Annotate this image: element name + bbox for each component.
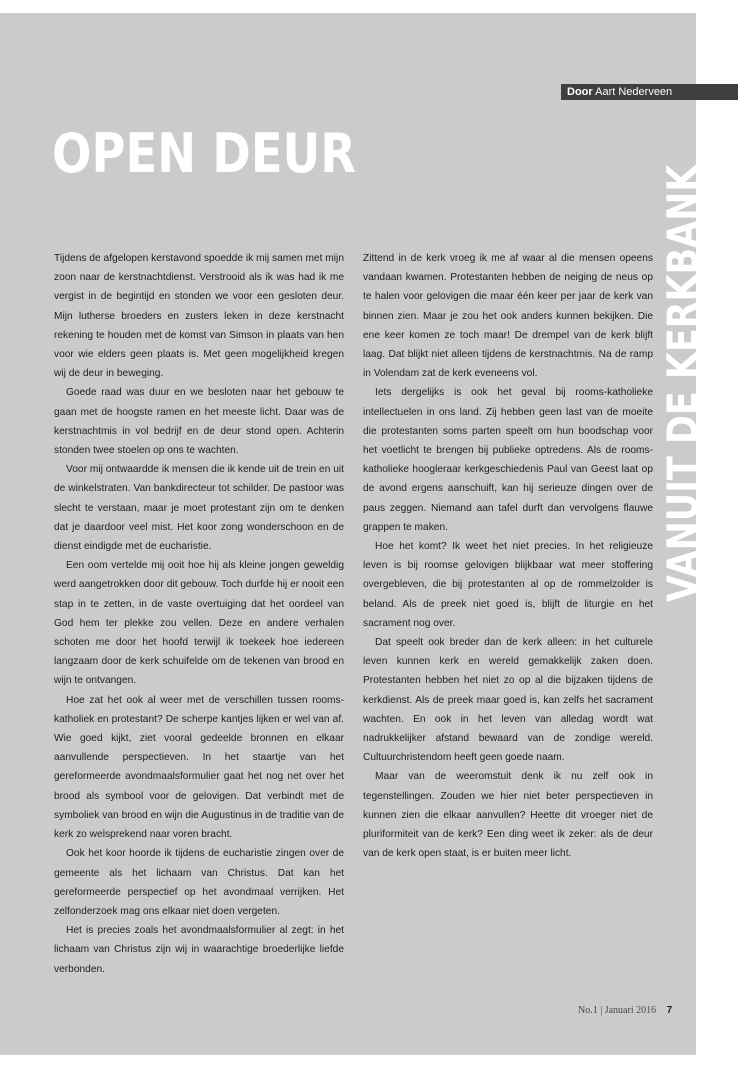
page-footer	[578, 1005, 672, 1016]
paragraph: Hoe zat het ook al weer met de verschillen tussen rooms-katholiek en protestant? De scherpe kantjes lijken er wel van af. Wie goed kijkt, ziet vooral gedeelde bronnen en elkaar aanvullende perspectieven. In het staartje van het gereformeerde avondmaalsformulier gaat het nog net over het brood als symbool voor de gelovigen. Dat verbindt met de symboliek van brood en wijn die Augustinus in de traditie van de kerk zo welsprekend naar voren bracht.	[54, 694, 344, 841]
issue-info: No.1 | Januari 2016	[578, 1005, 657, 1016]
byline-prefix: Door	[567, 86, 593, 98]
article-column-right	[363, 249, 653, 864]
paragraph: Iets dergelijks is ook het geval bij rooms-katholieke intellectuelen in ons land. Zij hebben geen last van de moeite die protestanten soms parten speelt om hun boodschap voor het voetlicht te brengen bij publieke optredens. Als de rooms-katholieke hoogleraar kerkgeschiedenis Paul van Geest laat op de avond ergens aanschuift, kan hij serieuze dingen over de paus zeggen. Niemand aan tafel durft dan vervolgens flauwe grappen te maken.	[363, 387, 653, 533]
page-number: 7	[666, 1005, 673, 1016]
paragraph: Zittend in de kerk vroeg ik me af waar al die mensen opeens vandaan kwamen. Protestanten hebben de neiging de neus op te halen voor gelovigen die maar één keer per jaar de kerk van binnen zien. Maar je zou het ook anders kunnen bekijken. Die ene keer komen ze toch maar! De drempel van de kerk blijft laag. Dat blijkt niet alleen tijdens de kerstnachtmis. Na de ramp in Volendam zat de kerk eveneens vol.	[363, 253, 653, 380]
paragraph: Een oom vertelde mij ooit hoe hij als kleine jongen geweldig werd aangetrokken door dit gebouw. Toch durfde hij er nooit een stap in te zetten, in de vaste overtuiging dat het oordeel van God hem ter plekke zou vellen. Deze en andere verhalen schoten me door het hoofd terwijl ik toekeek hoe iedereen langzaam door de kerk schuifelde om de tekenen van brood en wijn te ontvangen.	[54, 560, 344, 687]
article-title: OPEN DEUR	[52, 122, 357, 185]
paragraph: Het is precies zoals het avondmaalsformulier al zegt: in het lichaam van Christus zijn wij in waarachtige broederlijke liefde verbonden.	[54, 925, 344, 975]
paragraph: Maar van de weeromstuit denk ik nu zelf ook in tegenstellingen. Zouden we hier niet beter perspectieven in kunnen zien die elkaar aanvullen? Heette dit vroeger niet de pluriformiteit van de kerk? Een ding weet ik zeker: als de deur van de kerk open staat, is er buiten meer licht.	[363, 771, 653, 860]
paragraph: Goede raad was duur en we besloten naar het gebouw te gaan met de hoogste ramen en het meeste licht. Daar was de kerstnachtmis in vol bedrijf en de deur stond open. Achterin stonden twee stoelen op ons te wachten.	[54, 387, 344, 457]
paragraph: Voor mij ontwaardde ik mensen die ik kende uit de trein en uit de winkelstraten. Van bankdirecteur tot schilder. De pastoor was slecht te verstaan, maar je moet protestant zijn om te denken dat je daardoor veel mist. Het koor zong wonderschoon en de dienst eindigde met de eucharistie.	[54, 464, 344, 553]
article-column-left	[54, 249, 344, 979]
paragraph: Dat speelt ook breder dan de kerk alleen: in het culturele leven kunnen kerk en wereld gemakkelijk zaken doen. Protestanten hebben het niet zo op al die bijzaken tijdens de kerkdienst. Als de preek maar goed is, kan zelfs het sacrament wachten. En ook in het leven van alledag wordt wat nadrukkelijker afstand bewaard van de zondige wereld. Cultuurchristendom heeft geen goede naam.	[363, 637, 653, 764]
paragraph: Ook het koor hoorde ik tijdens de eucharistie zingen over de gemeente als het lichaam van Christus. Dat kan het gereformeerde perspectief op het avondmaal verrijken. Het zelfonderzoek mag ons elkaar niet doen vergeten.	[54, 848, 344, 917]
paragraph: Hoe het komt? Ik weet het niet precies. In het religieuze leven is bij roomse gelovigen blijkbaar wat meer stoffering overgebleven, die bij protestanten al op de rommelzolder is beland. Als de preek niet goed is, blijft de liturgie en het sacrament nog over.	[363, 541, 653, 629]
byline-author: Aart Nederveen	[595, 86, 673, 98]
section-label	[658, 142, 708, 602]
section-label-text: VANUIT DE KERKBANK	[658, 164, 707, 602]
byline	[561, 84, 738, 100]
paragraph: Tijdens de afgelopen kerstavond spoedde ik mij samen met mijn zoon naar de kerstnachtdienst. Verstrooid als ik was had ik me vergist in de begintijd en stonden we voor een gesloten deur. Mijn lutherse broeders en zusters leken in deze kerstnacht rekening te houden met de komst van Simson in plaats van hen voor wie elders geen plaats is. Met geen mogelijkheid kregen wij de deur in beweging.	[54, 253, 344, 380]
